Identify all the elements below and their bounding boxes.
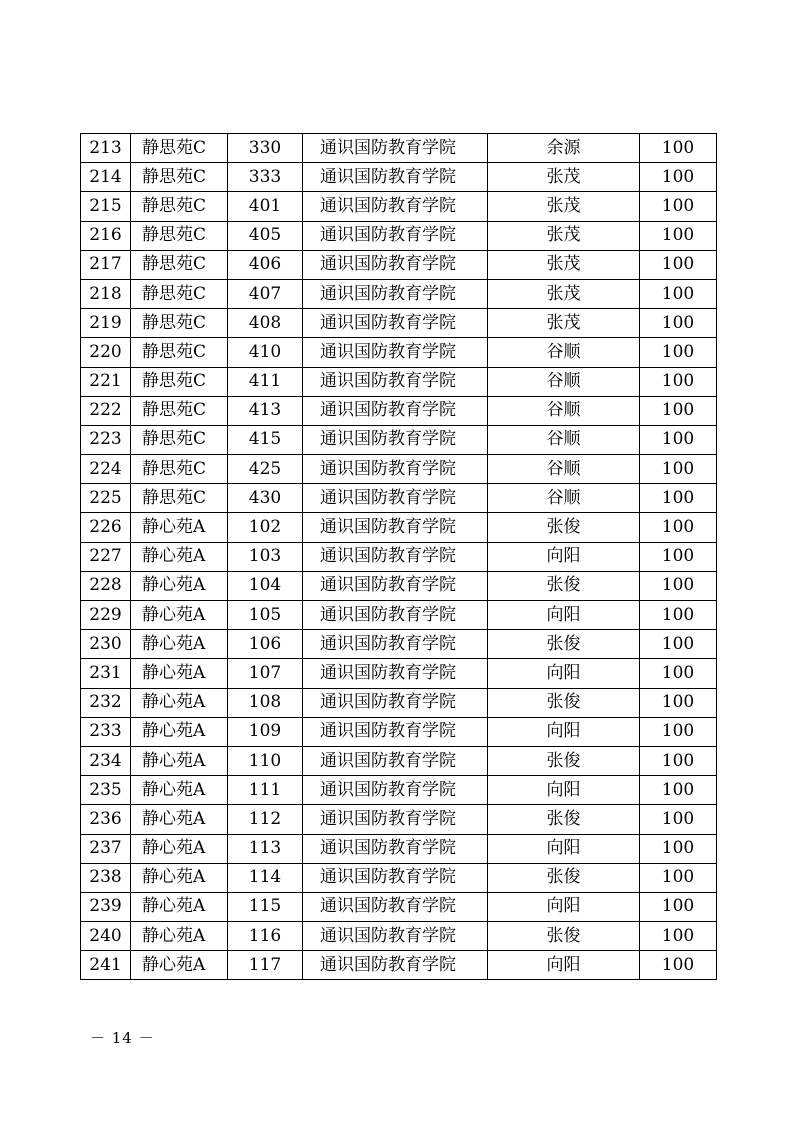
name-cell: 张俊 xyxy=(488,805,640,834)
building-cell: 静思苑C xyxy=(131,221,228,250)
department-cell: 通识国防教育学院 xyxy=(303,601,488,630)
room-number-cell: 106 xyxy=(228,630,303,659)
room-number-cell: 113 xyxy=(228,834,303,863)
row-number-cell: 227 xyxy=(81,542,131,571)
department-cell: 通识国防教育学院 xyxy=(303,746,488,775)
room-number-cell: 425 xyxy=(228,455,303,484)
row-number-cell: 213 xyxy=(81,134,131,163)
row-number-cell: 238 xyxy=(81,863,131,892)
score-cell: 100 xyxy=(640,834,717,863)
building-cell: 静心苑A xyxy=(131,513,228,542)
name-cell: 张俊 xyxy=(488,513,640,542)
department-cell: 通识国防教育学院 xyxy=(303,513,488,542)
name-cell: 向阳 xyxy=(488,776,640,805)
score-cell: 100 xyxy=(640,338,717,367)
building-cell: 静思苑C xyxy=(131,134,228,163)
name-cell: 张茂 xyxy=(488,192,640,221)
page-number: － 14 － xyxy=(90,1029,155,1047)
department-cell: 通识国防教育学院 xyxy=(303,425,488,454)
building-cell: 静思苑C xyxy=(131,367,228,396)
table-row xyxy=(81,863,717,892)
department-cell: 通识国防教育学院 xyxy=(303,163,488,192)
name-cell: 谷顺 xyxy=(488,455,640,484)
building-cell: 静心苑A xyxy=(131,542,228,571)
room-number-cell: 114 xyxy=(228,863,303,892)
department-cell: 通识国防教育学院 xyxy=(303,922,488,951)
building-cell: 静心苑A xyxy=(131,776,228,805)
score-cell: 100 xyxy=(640,163,717,192)
room-number-cell: 406 xyxy=(228,250,303,279)
room-number-cell: 102 xyxy=(228,513,303,542)
building-cell: 静心苑A xyxy=(131,688,228,717)
building-cell: 静心苑A xyxy=(131,601,228,630)
table-row xyxy=(81,951,717,980)
name-cell: 余源 xyxy=(488,134,640,163)
table-row xyxy=(81,250,717,279)
department-cell: 通识国防教育学院 xyxy=(303,892,488,921)
name-cell: 向阳 xyxy=(488,542,640,571)
department-cell: 通识国防教育学院 xyxy=(303,396,488,425)
department-cell: 通识国防教育学院 xyxy=(303,951,488,980)
table-row xyxy=(81,163,717,192)
table-row xyxy=(81,717,717,746)
building-cell: 静心苑A xyxy=(131,659,228,688)
score-cell: 100 xyxy=(640,513,717,542)
department-cell: 通识国防教育学院 xyxy=(303,338,488,367)
row-number-cell: 229 xyxy=(81,601,131,630)
score-cell: 100 xyxy=(640,425,717,454)
name-cell: 谷顺 xyxy=(488,425,640,454)
table-body xyxy=(81,134,717,980)
score-cell: 100 xyxy=(640,221,717,250)
building-cell: 静思苑C xyxy=(131,484,228,513)
row-number-cell: 241 xyxy=(81,951,131,980)
dormitory-score-table xyxy=(80,133,717,980)
department-cell: 通识国防教育学院 xyxy=(303,717,488,746)
table-row xyxy=(81,484,717,513)
table-row xyxy=(81,513,717,542)
name-cell: 向阳 xyxy=(488,717,640,746)
row-number-cell: 240 xyxy=(81,922,131,951)
row-number-cell: 221 xyxy=(81,367,131,396)
row-number-cell: 222 xyxy=(81,396,131,425)
department-cell: 通识国防教育学院 xyxy=(303,571,488,600)
row-number-cell: 216 xyxy=(81,221,131,250)
score-cell: 100 xyxy=(640,746,717,775)
name-cell: 谷顺 xyxy=(488,338,640,367)
room-number-cell: 109 xyxy=(228,717,303,746)
name-cell: 谷顺 xyxy=(488,484,640,513)
department-cell: 通识国防教育学院 xyxy=(303,455,488,484)
department-cell: 通识国防教育学院 xyxy=(303,834,488,863)
building-cell: 静思苑C xyxy=(131,279,228,308)
row-number-cell: 235 xyxy=(81,776,131,805)
room-number-cell: 108 xyxy=(228,688,303,717)
building-cell: 静心苑A xyxy=(131,834,228,863)
room-number-cell: 110 xyxy=(228,746,303,775)
name-cell: 向阳 xyxy=(488,892,640,921)
department-cell: 通识国防教育学院 xyxy=(303,221,488,250)
table-row xyxy=(81,367,717,396)
row-number-cell: 217 xyxy=(81,250,131,279)
name-cell: 张俊 xyxy=(488,688,640,717)
score-cell: 100 xyxy=(640,951,717,980)
table-row xyxy=(81,425,717,454)
department-cell: 通识国防教育学院 xyxy=(303,250,488,279)
department-cell: 通识国防教育学院 xyxy=(303,309,488,338)
building-cell: 静思苑C xyxy=(131,338,228,367)
row-number-cell: 228 xyxy=(81,571,131,600)
row-number-cell: 233 xyxy=(81,717,131,746)
row-number-cell: 231 xyxy=(81,659,131,688)
score-cell: 100 xyxy=(640,630,717,659)
score-cell: 100 xyxy=(640,192,717,221)
score-cell: 100 xyxy=(640,776,717,805)
row-number-cell: 239 xyxy=(81,892,131,921)
table-row xyxy=(81,922,717,951)
score-cell: 100 xyxy=(640,455,717,484)
score-cell: 100 xyxy=(640,892,717,921)
room-number-cell: 401 xyxy=(228,192,303,221)
department-cell: 通识国防教育学院 xyxy=(303,863,488,892)
table-row xyxy=(81,338,717,367)
room-number-cell: 117 xyxy=(228,951,303,980)
score-cell: 100 xyxy=(640,367,717,396)
table-row xyxy=(81,221,717,250)
table-row xyxy=(81,746,717,775)
name-cell: 向阳 xyxy=(488,834,640,863)
name-cell: 谷顺 xyxy=(488,367,640,396)
row-number-cell: 225 xyxy=(81,484,131,513)
room-number-cell: 112 xyxy=(228,805,303,834)
room-number-cell: 405 xyxy=(228,221,303,250)
row-number-cell: 226 xyxy=(81,513,131,542)
building-cell: 静思苑C xyxy=(131,425,228,454)
row-number-cell: 219 xyxy=(81,309,131,338)
name-cell: 张茂 xyxy=(488,163,640,192)
table-row xyxy=(81,776,717,805)
score-cell: 100 xyxy=(640,309,717,338)
row-number-cell: 236 xyxy=(81,805,131,834)
score-cell: 100 xyxy=(640,571,717,600)
department-cell: 通识国防教育学院 xyxy=(303,484,488,513)
name-cell: 张茂 xyxy=(488,221,640,250)
row-number-cell: 220 xyxy=(81,338,131,367)
table-row xyxy=(81,571,717,600)
department-cell: 通识国防教育学院 xyxy=(303,367,488,396)
room-number-cell: 330 xyxy=(228,134,303,163)
table-row xyxy=(81,396,717,425)
department-cell: 通识国防教育学院 xyxy=(303,805,488,834)
name-cell: 谷顺 xyxy=(488,396,640,425)
name-cell: 张俊 xyxy=(488,922,640,951)
name-cell: 张俊 xyxy=(488,571,640,600)
building-cell: 静心苑A xyxy=(131,746,228,775)
score-cell: 100 xyxy=(640,542,717,571)
table-row xyxy=(81,134,717,163)
score-cell: 100 xyxy=(640,279,717,308)
room-number-cell: 107 xyxy=(228,659,303,688)
building-cell: 静思苑C xyxy=(131,396,228,425)
department-cell: 通识国防教育学院 xyxy=(303,134,488,163)
department-cell: 通识国防教育学院 xyxy=(303,776,488,805)
table-row xyxy=(81,309,717,338)
score-cell: 100 xyxy=(640,601,717,630)
room-number-cell: 407 xyxy=(228,279,303,308)
building-cell: 静思苑C xyxy=(131,192,228,221)
name-cell: 张茂 xyxy=(488,279,640,308)
room-number-cell: 111 xyxy=(228,776,303,805)
room-number-cell: 115 xyxy=(228,892,303,921)
building-cell: 静思苑C xyxy=(131,455,228,484)
building-cell: 静心苑A xyxy=(131,892,228,921)
row-number-cell: 223 xyxy=(81,425,131,454)
table-row xyxy=(81,892,717,921)
score-cell: 100 xyxy=(640,659,717,688)
department-cell: 通识国防教育学院 xyxy=(303,688,488,717)
table-row xyxy=(81,192,717,221)
department-cell: 通识国防教育学院 xyxy=(303,659,488,688)
building-cell: 静心苑A xyxy=(131,630,228,659)
row-number-cell: 234 xyxy=(81,746,131,775)
table-row xyxy=(81,455,717,484)
row-number-cell: 232 xyxy=(81,688,131,717)
name-cell: 向阳 xyxy=(488,601,640,630)
name-cell: 张俊 xyxy=(488,863,640,892)
name-cell: 张茂 xyxy=(488,309,640,338)
room-number-cell: 105 xyxy=(228,601,303,630)
room-number-cell: 415 xyxy=(228,425,303,454)
score-cell: 100 xyxy=(640,805,717,834)
room-number-cell: 430 xyxy=(228,484,303,513)
department-cell: 通识国防教育学院 xyxy=(303,192,488,221)
row-number-cell: 218 xyxy=(81,279,131,308)
score-cell: 100 xyxy=(640,396,717,425)
room-number-cell: 104 xyxy=(228,571,303,600)
building-cell: 静心苑A xyxy=(131,863,228,892)
name-cell: 向阳 xyxy=(488,659,640,688)
score-cell: 100 xyxy=(640,250,717,279)
score-cell: 100 xyxy=(640,863,717,892)
table-row xyxy=(81,542,717,571)
room-number-cell: 411 xyxy=(228,367,303,396)
department-cell: 通识国防教育学院 xyxy=(303,542,488,571)
score-cell: 100 xyxy=(640,484,717,513)
table-row xyxy=(81,601,717,630)
table-row xyxy=(81,630,717,659)
building-cell: 静心苑A xyxy=(131,922,228,951)
department-cell: 通识国防教育学院 xyxy=(303,630,488,659)
room-number-cell: 408 xyxy=(228,309,303,338)
room-number-cell: 103 xyxy=(228,542,303,571)
name-cell: 向阳 xyxy=(488,951,640,980)
table-row xyxy=(81,659,717,688)
building-cell: 静心苑A xyxy=(131,951,228,980)
building-cell: 静心苑A xyxy=(131,571,228,600)
score-cell: 100 xyxy=(640,717,717,746)
row-number-cell: 214 xyxy=(81,163,131,192)
score-cell: 100 xyxy=(640,134,717,163)
table-row xyxy=(81,279,717,308)
building-cell: 静心苑A xyxy=(131,805,228,834)
row-number-cell: 215 xyxy=(81,192,131,221)
name-cell: 张茂 xyxy=(488,250,640,279)
table-row xyxy=(81,805,717,834)
room-number-cell: 413 xyxy=(228,396,303,425)
department-cell: 通识国防教育学院 xyxy=(303,279,488,308)
building-cell: 静心苑A xyxy=(131,717,228,746)
name-cell: 张俊 xyxy=(488,746,640,775)
score-cell: 100 xyxy=(640,688,717,717)
room-number-cell: 333 xyxy=(228,163,303,192)
building-cell: 静思苑C xyxy=(131,309,228,338)
row-number-cell: 237 xyxy=(81,834,131,863)
table-row xyxy=(81,834,717,863)
row-number-cell: 230 xyxy=(81,630,131,659)
room-number-cell: 116 xyxy=(228,922,303,951)
score-cell: 100 xyxy=(640,922,717,951)
room-number-cell: 410 xyxy=(228,338,303,367)
building-cell: 静思苑C xyxy=(131,163,228,192)
row-number-cell: 224 xyxy=(81,455,131,484)
table-row xyxy=(81,688,717,717)
name-cell: 张俊 xyxy=(488,630,640,659)
building-cell: 静思苑C xyxy=(131,250,228,279)
